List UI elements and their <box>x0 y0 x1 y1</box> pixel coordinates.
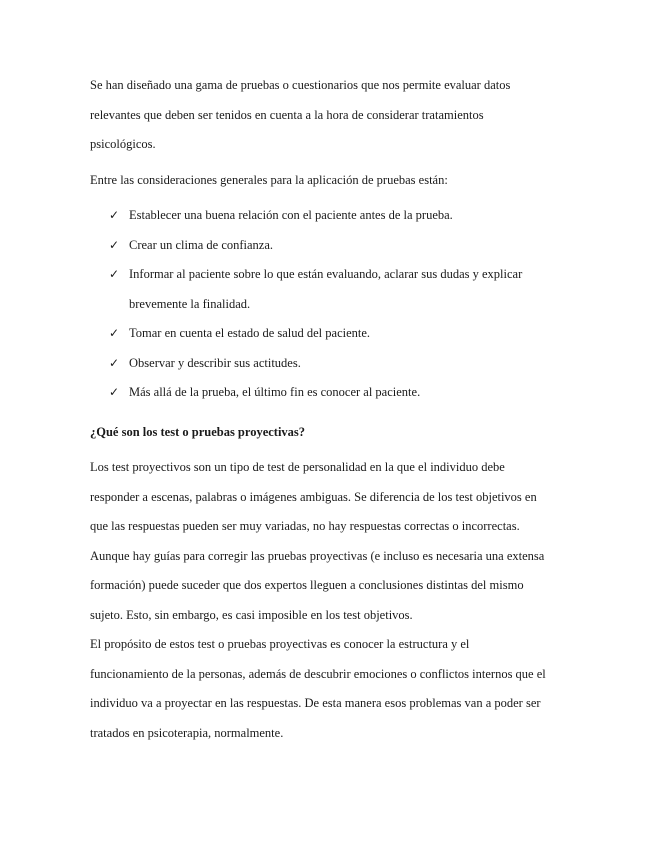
text-line: Se han diseñado una gama de pruebas o cuestionarios que nos permite evaluar datos <box>90 78 511 92</box>
text-line: El propósito de estos test o pruebas proyectivas es conocer la estructura y el <box>90 637 470 651</box>
intro-paragraph <box>90 71 570 160</box>
list-item <box>90 319 570 349</box>
list-item <box>90 201 570 231</box>
list-item <box>90 378 570 408</box>
text-line: sujeto. Esto, sin embargo, es casi imposible en los test objetivos. <box>90 607 413 622</box>
text-line: individuo va a proyectar en las respuestas. De esta manera esos problemas van a poder ser <box>90 696 541 710</box>
checkmark-icon: ✓ <box>109 237 120 252</box>
text-line: relevantes que deben ser tenidos en cuenta a la hora de considerar tratamientos <box>90 107 484 122</box>
text-line: Aunque hay guías para corregir las pruebas proyectivas (e incluso es necesaria una extensa <box>90 548 545 563</box>
list-item-text: Crear un clima de confianza. <box>129 237 274 252</box>
list-item <box>90 349 570 379</box>
list-item <box>90 260 570 319</box>
checkmark-icon: ✓ <box>109 385 120 399</box>
text-line: tratados en psicoterapia, normalmente. <box>90 725 284 740</box>
projective-tests-paragraph <box>90 453 570 630</box>
considerations-paragraph <box>90 166 570 196</box>
list-item <box>90 231 570 261</box>
document-body <box>90 71 570 748</box>
text-line: responder a escenas, palabras o imágenes ambiguas. Se diferencia de los test objetivos en <box>90 489 537 504</box>
purpose-paragraph <box>90 630 570 748</box>
text-line: Los test proyectivos son un tipo de test de personalidad en la que el individuo debe <box>90 460 505 474</box>
considerations-list <box>90 201 570 408</box>
text-line: formación) puede suceder que dos expertos lleguen a conclusiones distintas del mismo <box>90 578 524 592</box>
text-line: funcionamiento de la personas, además de descubrir emociones o conflictos internos que el <box>90 666 546 681</box>
list-item-text: Observar y describir sus actitudes. <box>129 355 301 370</box>
checkmark-icon: ✓ <box>109 208 120 222</box>
list-item-text: Establecer una buena relación con el paciente antes de la prueba. <box>129 208 453 222</box>
section-heading <box>90 418 570 448</box>
list-item-text: Informar al paciente sobre lo que están evaluando, aclarar sus dudas y explicar <box>129 267 523 281</box>
checkmark-icon: ✓ <box>109 355 120 370</box>
text-line: que las respuestas pueden ser muy variadas, no hay respuestas correctas o incorrectas. <box>90 519 520 533</box>
text-line: psicológicos. <box>90 137 156 151</box>
checkmark-icon: ✓ <box>109 326 120 340</box>
section-heading-text: ¿Qué son los test o pruebas proyectivas? <box>90 424 306 439</box>
text-line: Entre las consideraciones generales para la aplicación de pruebas están: <box>90 172 448 187</box>
checkmark-icon: ✓ <box>109 267 120 281</box>
list-item-text: Más allá de la prueba, el último fin es conocer al paciente. <box>129 385 421 399</box>
list-item-text: Tomar en cuenta el estado de salud del paciente. <box>129 326 371 340</box>
list-item-text: brevemente la finalidad. <box>129 296 251 311</box>
